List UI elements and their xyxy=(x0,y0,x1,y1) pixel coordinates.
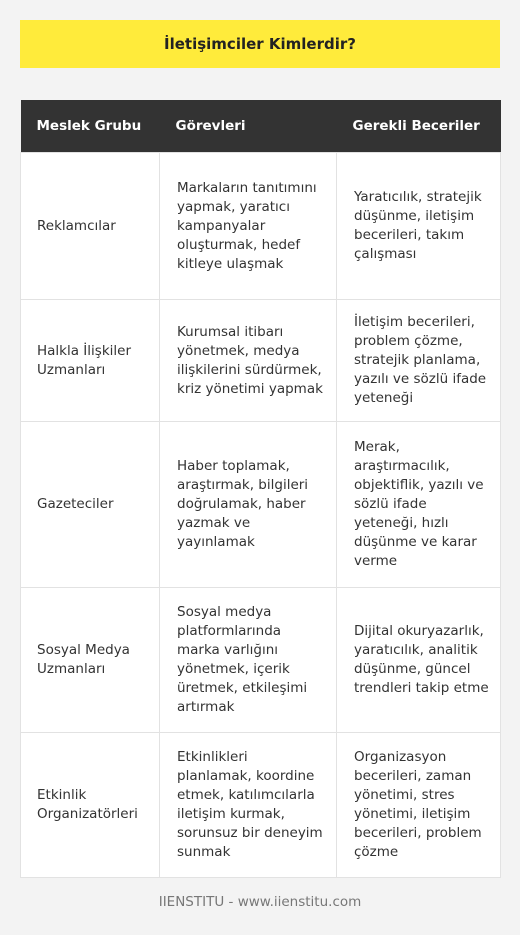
table-row xyxy=(21,153,501,300)
page-title: İletişimciler Kimlerdir? xyxy=(164,35,356,53)
table-row xyxy=(21,422,501,588)
column-header-skills: Gerekli Beceriler xyxy=(337,100,501,153)
tasks-cell: Markaların tanıtımını yapmak, yaratıcı kampanyalar oluşturmak, hedef kitleye ulaşmak xyxy=(160,153,337,300)
skills-cell: Organizasyon becerileri, zaman yönetimi, stres yönetimi, iletişim becerileri, problem çözme xyxy=(337,733,501,878)
tasks-cell: Sosyal medya platformlarında marka varlığını yönetmek, içerik üretmek, etkileşimi artırmak xyxy=(160,588,337,733)
table-header-row xyxy=(21,100,501,153)
skills-cell: İletişim becerileri, problem çözme, stratejik planlama, yazılı ve sözlü ifade yeteneği xyxy=(337,300,501,422)
table-row xyxy=(21,733,501,878)
profession-cell: Reklamcılar xyxy=(21,153,160,300)
column-header-profession: Meslek Grubu xyxy=(21,100,160,153)
profession-cell: Etkinlik Organizatörleri xyxy=(21,733,160,878)
profession-cell: Gazeteciler xyxy=(21,422,160,588)
tasks-cell: Haber toplamak, araştırmak, bilgileri doğrulamak, haber yazmak ve yayınlamak xyxy=(160,422,337,588)
footer-credit: IIENSTITU - www.iienstitu.com xyxy=(158,894,362,910)
column-header-tasks: Görevleri xyxy=(160,100,337,153)
tasks-cell: Etkinlikleri planlamak, koordine etmek, katılımcılarla iletişim kurmak, sorunsuz bir deneyim sunmak xyxy=(160,733,337,878)
profession-cell: Halkla İlişkiler Uzmanları xyxy=(21,300,160,422)
title-banner xyxy=(20,20,500,68)
skills-cell: Dijital okuryazarlık, yaratıcılık, analitik düşünme, güncel trendleri takip etme xyxy=(337,588,501,733)
table-row xyxy=(21,588,501,733)
skills-cell: Yaratıcılık, stratejik düşünme, iletişim becerileri, takım çalışması xyxy=(337,153,501,300)
tasks-cell: Kurumsal itibarı yönetmek, medya ilişkilerini sürdürmek, kriz yönetimi yapmak xyxy=(160,300,337,422)
table-row xyxy=(21,300,501,422)
skills-cell: Merak, araştırmacılık, objektiflik, yazılı ve sözlü ifade yeteneği, hızlı düşünme ve karar verme xyxy=(337,422,501,588)
profession-cell: Sosyal Medya Uzmanları xyxy=(21,588,160,733)
professions-table xyxy=(20,100,501,878)
